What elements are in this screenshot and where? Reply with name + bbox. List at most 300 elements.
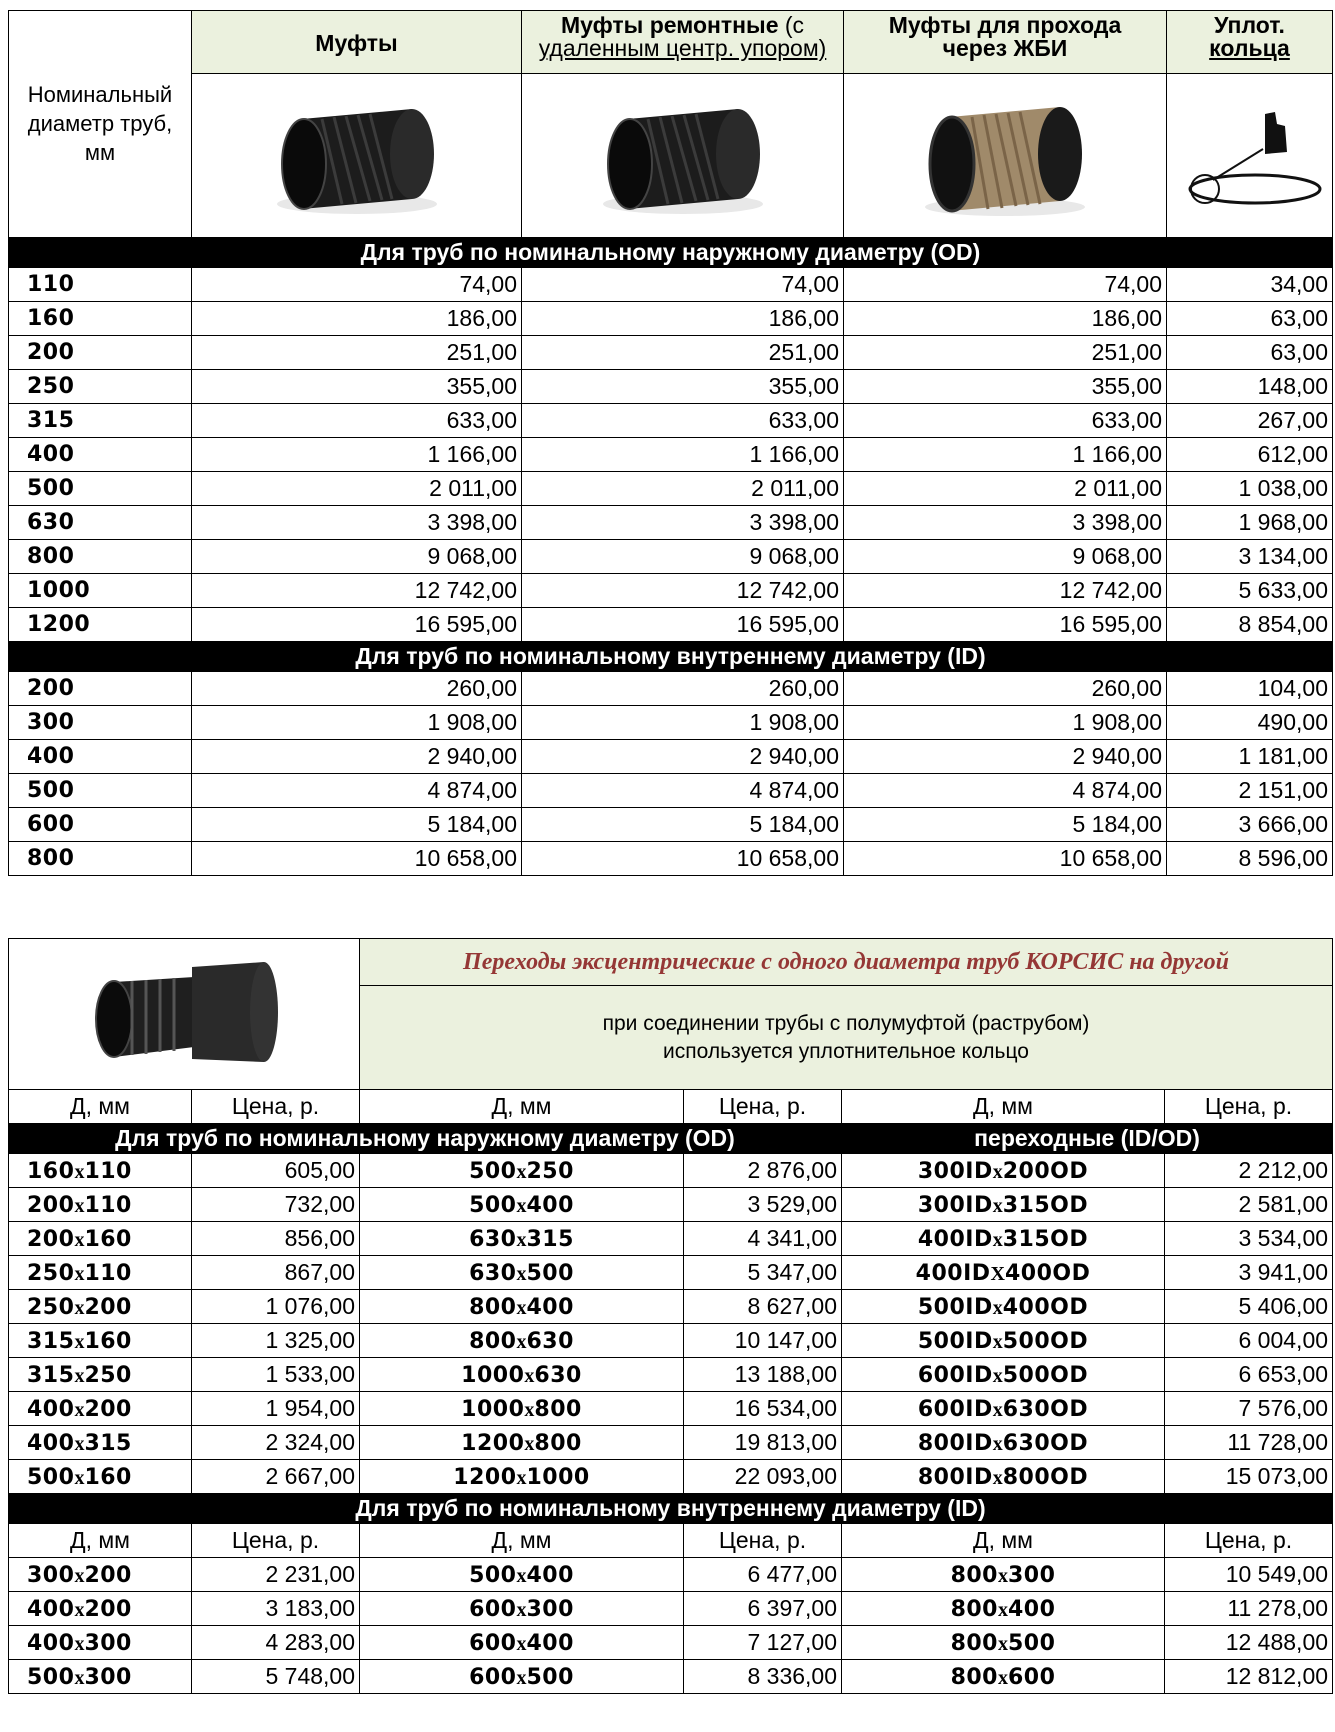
size-first: 800 [469,1328,517,1354]
size-second: 500 [1008,1630,1056,1656]
size-separator: x [74,1160,85,1183]
size-first: 630 [469,1226,517,1252]
coupling-image [192,74,522,238]
size-second: 630OD [1002,1430,1089,1456]
size-first: 800ID [917,1464,993,1490]
table-row [9,808,1333,842]
size-separator: x [992,1296,1003,1319]
size-separator: x [998,1598,1008,1621]
price-cell: 2 011,00 [522,472,844,506]
diameter-cell: 160 [9,302,192,336]
size-cell [842,1592,1165,1626]
table-row [9,1290,1333,1324]
table-row [9,506,1333,540]
price-cell: 3 183,00 [192,1592,360,1626]
price-cell: 3 534,00 [1165,1222,1333,1256]
section-transition-header: переходные (ID/OD) [842,1124,1333,1154]
size-second: 200 [84,1396,132,1422]
price-cell: 74,00 [522,268,844,302]
price-cell: 148,00 [1167,370,1333,404]
price-cell: 4 341,00 [684,1222,842,1256]
size-separator: x [516,1666,527,1689]
size-second: 300 [84,1630,132,1656]
diameter-cell: 300 [9,706,192,740]
size-cell [842,1154,1165,1188]
size-separator: x [516,1330,527,1353]
size-first: 800 [469,1294,517,1320]
size-cell [9,1290,192,1324]
price-cell: 2 212,00 [1165,1154,1333,1188]
price-cell: 856,00 [192,1222,360,1256]
price-cell: 16 595,00 [192,608,522,642]
col-header-d: Д, мм [360,1524,684,1558]
diameter-cell: 800 [9,540,192,574]
col-header-price: Цена, р. [1165,1524,1333,1558]
size-second: 250 [84,1362,132,1388]
size-cell [360,1290,684,1324]
price-cell: 3 134,00 [1167,540,1333,574]
table-row [9,302,1333,336]
size-separator: x [516,1296,527,1319]
price-cell: 2 667,00 [192,1460,360,1494]
size-separator: x [74,1564,85,1587]
section-id-header: Для труб по номинальному внутреннему диаметру (ID) [9,1494,1333,1524]
price-cell: 74,00 [192,268,522,302]
price-cell: 104,00 [1167,672,1333,706]
size-second: 160 [84,1464,132,1490]
size-cell [9,1188,192,1222]
size-cell [9,1426,192,1460]
table-row [9,1256,1333,1290]
price-cell: 4 283,00 [192,1626,360,1660]
size-second: 800OD [1002,1464,1089,1490]
price-cell: 16 534,00 [684,1392,842,1426]
price-cell: 11 278,00 [1165,1592,1333,1626]
size-cell [842,1460,1165,1494]
size-second: 110 [84,1260,132,1286]
price-cell: 1 954,00 [192,1392,360,1426]
size-cell [9,1392,192,1426]
price-cell: 732,00 [192,1188,360,1222]
price-cell: 355,00 [844,370,1167,404]
size-first: 200 [27,1226,75,1252]
table-row [9,1660,1333,1694]
price-cell: 260,00 [192,672,522,706]
table-row [9,574,1333,608]
price-cell: 186,00 [844,302,1167,336]
size-separator: x [74,1194,85,1217]
size-first: 600ID [917,1396,993,1422]
size-second: 800 [534,1430,582,1456]
price-cell: 612,00 [1167,438,1333,472]
price-cell: 2 940,00 [844,740,1167,774]
price-cell: 63,00 [1167,302,1333,336]
price-cell: 5 406,00 [1165,1290,1333,1324]
repair-coupling-image [522,74,844,238]
price-cell: 4 874,00 [522,774,844,808]
price-cell: 1 908,00 [844,706,1167,740]
size-second: 160 [84,1226,132,1252]
size-first: 800 [950,1562,998,1588]
price-cell: 3 398,00 [522,506,844,540]
size-second: 630 [526,1328,574,1354]
section-id-header: Для труб по номинальному внутреннему диаметру (ID) [9,642,1333,672]
table-row [9,472,1333,506]
size-separator: x [516,1262,527,1285]
size-cell [9,1256,192,1290]
size-separator: x [74,1466,85,1489]
size-first: 400 [27,1430,75,1456]
price-cell: 15 073,00 [1165,1460,1333,1494]
price-cell: 10 549,00 [1165,1558,1333,1592]
col-header-price: Цена, р. [192,1524,360,1558]
reducer-note: при соединении трубы с полумуфтой (раструбом) используется уплотнительное кольцо [360,986,1333,1090]
size-second: 400OD [1004,1260,1091,1286]
table-row [9,706,1333,740]
size-cell [360,1358,684,1392]
size-first: 600ID [917,1362,993,1388]
price-cell: 6 477,00 [684,1558,842,1592]
size-separator: x [74,1296,85,1319]
size-cell [842,1324,1165,1358]
size-first: 600 [469,1664,517,1690]
size-cell [842,1188,1165,1222]
size-separator: x [992,1398,1003,1421]
size-separator: x [516,1632,527,1655]
size-separator: x [998,1632,1008,1655]
size-second: 300 [84,1664,132,1690]
sealing-ring-image [1167,74,1333,238]
table-row [9,1324,1333,1358]
diameter-cell: 315 [9,404,192,438]
size-second: 630 [534,1362,582,1388]
price-cell: 1 968,00 [1167,506,1333,540]
price-cell: 5 633,00 [1167,574,1333,608]
price-cell: 34,00 [1167,268,1333,302]
size-separator: x [992,1330,1003,1353]
size-cell [842,1392,1165,1426]
col-header-d: Д, мм [9,1524,192,1558]
price-cell: 1 908,00 [522,706,844,740]
size-separator: x [524,1432,535,1455]
diameter-cell: 200 [9,672,192,706]
table-row [9,404,1333,438]
size-first: 315 [27,1362,75,1388]
size-first: 300ID [917,1158,993,1184]
size-second: 400 [526,1630,574,1656]
price-cell: 9 068,00 [522,540,844,574]
price-cell: 3 666,00 [1167,808,1333,842]
size-cell [360,1154,684,1188]
price-cell: 1 038,00 [1167,472,1333,506]
price-cell: 5 347,00 [684,1256,842,1290]
price-cell: 2 940,00 [522,740,844,774]
price-cell: 10 658,00 [192,842,522,876]
diameter-cell: 250 [9,370,192,404]
size-cell [842,1558,1165,1592]
price-cell: 633,00 [192,404,522,438]
table-row [9,1188,1333,1222]
price-cell: 2 324,00 [192,1426,360,1460]
size-cell [360,1558,684,1592]
price-cell: 8 596,00 [1167,842,1333,876]
size-cell [360,1324,684,1358]
price-cell: 5 184,00 [192,808,522,842]
price-cell: 4 874,00 [844,774,1167,808]
size-cell [9,1358,192,1392]
price-cell: 5 184,00 [844,808,1167,842]
size-first: 800ID [917,1430,993,1456]
price-cell: 1 166,00 [844,438,1167,472]
table-row [9,1392,1333,1426]
price-cell: 2 876,00 [684,1154,842,1188]
price-cell: 5 184,00 [522,808,844,842]
size-first: 160 [27,1158,75,1184]
price-cell: 8 627,00 [684,1290,842,1324]
size-cell [9,1460,192,1494]
size-cell [842,1626,1165,1660]
size-cell [360,1222,684,1256]
size-first: 630 [469,1260,517,1286]
size-first: 500ID [917,1328,993,1354]
table-row [9,370,1333,404]
price-cell: 3 398,00 [192,506,522,540]
size-first: 200 [27,1192,75,1218]
size-separator: x [992,1466,1003,1489]
header-coupling: Муфты [192,11,522,74]
table-row [9,336,1333,370]
size-first: 1200 [453,1464,517,1490]
diameter-cell: 1200 [9,608,192,642]
diameter-column-header: Номинальный диаметр труб, мм [9,11,192,238]
size-separator: x [516,1598,527,1621]
size-separator: x [74,1364,85,1387]
size-separator: x [516,1194,527,1217]
size-cell [9,1154,192,1188]
table-row [9,1222,1333,1256]
size-second: 110 [84,1192,132,1218]
price-cell: 251,00 [844,336,1167,370]
size-first: 400ID [915,1260,991,1286]
size-separator: x [524,1398,535,1421]
diameter-cell: 400 [9,740,192,774]
coupling-price-table [8,10,1333,876]
price-cell: 2 151,00 [1167,774,1333,808]
size-separator: x [992,1160,1003,1183]
reducer-image [9,939,360,1090]
size-first: 250 [27,1260,75,1286]
size-first: 400ID [917,1226,993,1252]
size-separator: x [992,1194,1003,1217]
size-first: 300ID [917,1192,993,1218]
table-row [9,268,1333,302]
price-cell: 8 854,00 [1167,608,1333,642]
diameter-cell: 200 [9,336,192,370]
table-row [9,608,1333,642]
size-separator: x [998,1564,1008,1587]
size-separator: x [524,1364,535,1387]
table-row [9,540,1333,574]
price-cell: 6 653,00 [1165,1358,1333,1392]
table-row [9,740,1333,774]
col-header-price: Цена, р. [192,1090,360,1124]
size-separator: x [74,1632,85,1655]
price-cell: 10 147,00 [684,1324,842,1358]
size-first: 500 [469,1158,517,1184]
size-second: 160 [84,1328,132,1354]
price-cell: 9 068,00 [192,540,522,574]
table-row [9,1426,1333,1460]
diameter-cell: 800 [9,842,192,876]
col-header-price: Цена, р. [684,1090,842,1124]
price-cell: 3 941,00 [1165,1256,1333,1290]
size-second: 1000 [526,1464,590,1490]
price-cell: 12 742,00 [522,574,844,608]
col-header-d: Д, мм [842,1524,1165,1558]
size-cell [360,1426,684,1460]
price-cell: 74,00 [844,268,1167,302]
size-separator: x [74,1598,85,1621]
size-cell [842,1660,1165,1694]
size-cell [842,1256,1165,1290]
size-separator: x [74,1398,85,1421]
price-cell: 16 595,00 [844,608,1167,642]
size-first: 500 [469,1192,517,1218]
price-cell: 3 398,00 [844,506,1167,540]
size-cell [360,1188,684,1222]
col-header-d: Д, мм [842,1090,1165,1124]
size-first: 500 [27,1464,75,1490]
table-row [9,1626,1333,1660]
size-cell [360,1392,684,1426]
table-row [9,1592,1333,1626]
size-separator: x [992,1364,1003,1387]
price-cell: 6 004,00 [1165,1324,1333,1358]
price-cell: 867,00 [192,1256,360,1290]
price-cell: 1 166,00 [522,438,844,472]
size-first: 1000 [461,1396,525,1422]
price-cell: 355,00 [192,370,522,404]
price-cell: 2 011,00 [844,472,1167,506]
reducer-id-rows [9,1558,1333,1694]
od-rows [9,268,1333,642]
size-cell [9,1222,192,1256]
size-second: 315OD [1002,1192,1089,1218]
price-cell: 605,00 [192,1154,360,1188]
size-first: 300 [27,1562,75,1588]
price-cell: 13 188,00 [684,1358,842,1392]
price-cell: 186,00 [192,302,522,336]
size-second: 400OD [1002,1294,1089,1320]
price-cell: 12 812,00 [1165,1660,1333,1694]
price-cell: 2 581,00 [1165,1188,1333,1222]
diameter-cell: 630 [9,506,192,540]
size-first: 600 [469,1630,517,1656]
size-second: 400 [526,1192,574,1218]
size-second: 500OD [1002,1328,1089,1354]
table-row [9,1154,1333,1188]
price-cell: 1 533,00 [192,1358,360,1392]
size-cell [360,1626,684,1660]
size-second: 500OD [1002,1362,1089,1388]
price-cell: 63,00 [1167,336,1333,370]
price-cell: 6 397,00 [684,1592,842,1626]
size-second: 200OD [1002,1158,1089,1184]
size-second: 630OD [1002,1396,1089,1422]
size-separator: x [516,1466,527,1489]
price-cell: 7 127,00 [684,1626,842,1660]
size-first: 500ID [917,1294,993,1320]
col-header-price: Цена, р. [1165,1090,1333,1124]
diameter-cell: 110 [9,268,192,302]
concrete-coupling-image [844,74,1167,238]
size-second: 200 [84,1562,132,1588]
reducer-od-rows [9,1154,1333,1494]
size-cell [360,1660,684,1694]
size-cell [9,1558,192,1592]
diameter-cell: 500 [9,472,192,506]
size-second: 110 [84,1158,132,1184]
size-second: 400 [526,1562,574,1588]
col-header-d: Д, мм [9,1090,192,1124]
header-repair-coupling: Муфты ремонтные (с удаленным центр. упором) [522,11,844,74]
size-cell [9,1592,192,1626]
price-cell: 633,00 [522,404,844,438]
price-cell: 7 576,00 [1165,1392,1333,1426]
header-concrete-coupling: Муфты для прохода через ЖБИ [844,11,1167,74]
diameter-cell: 1000 [9,574,192,608]
col-header-price: Цена, р. [684,1524,842,1558]
size-first: 1000 [461,1362,525,1388]
price-cell: 1 076,00 [192,1290,360,1324]
size-second: 315OD [1002,1226,1089,1252]
size-second: 500 [526,1664,574,1690]
price-cell: 186,00 [522,302,844,336]
size-first: 400 [27,1396,75,1422]
price-cell: 9 068,00 [844,540,1167,574]
size-first: 400 [27,1630,75,1656]
size-cell [842,1426,1165,1460]
size-first: 1200 [461,1430,525,1456]
section-od-header: Для труб по номинальному наружному диаметру (OD) [9,238,1333,268]
size-separator: x [992,1432,1003,1455]
price-cell: 251,00 [192,336,522,370]
reducer-price-table [8,938,1333,1694]
price-cell: 2 231,00 [192,1558,360,1592]
price-cell: 3 529,00 [684,1188,842,1222]
price-cell: 260,00 [522,672,844,706]
table-row [9,1460,1333,1494]
size-second: 300 [1008,1562,1056,1588]
diameter-cell: 600 [9,808,192,842]
size-separator: x [516,1160,527,1183]
size-separator: x [74,1666,85,1689]
size-second: 200 [84,1294,132,1320]
coupling-icon [272,79,442,229]
size-first: 600 [469,1596,517,1622]
size-separator: x [74,1262,85,1285]
size-second: 250 [526,1158,574,1184]
size-cell [842,1358,1165,1392]
size-cell [9,1324,192,1358]
header-sealing-ring: Уплот. кольца [1167,11,1333,74]
sealing-ring-icon [1175,94,1325,214]
size-cell [360,1256,684,1290]
size-cell [9,1660,192,1694]
price-cell: 355,00 [522,370,844,404]
price-cell: 251,00 [522,336,844,370]
size-second: 300 [526,1596,574,1622]
